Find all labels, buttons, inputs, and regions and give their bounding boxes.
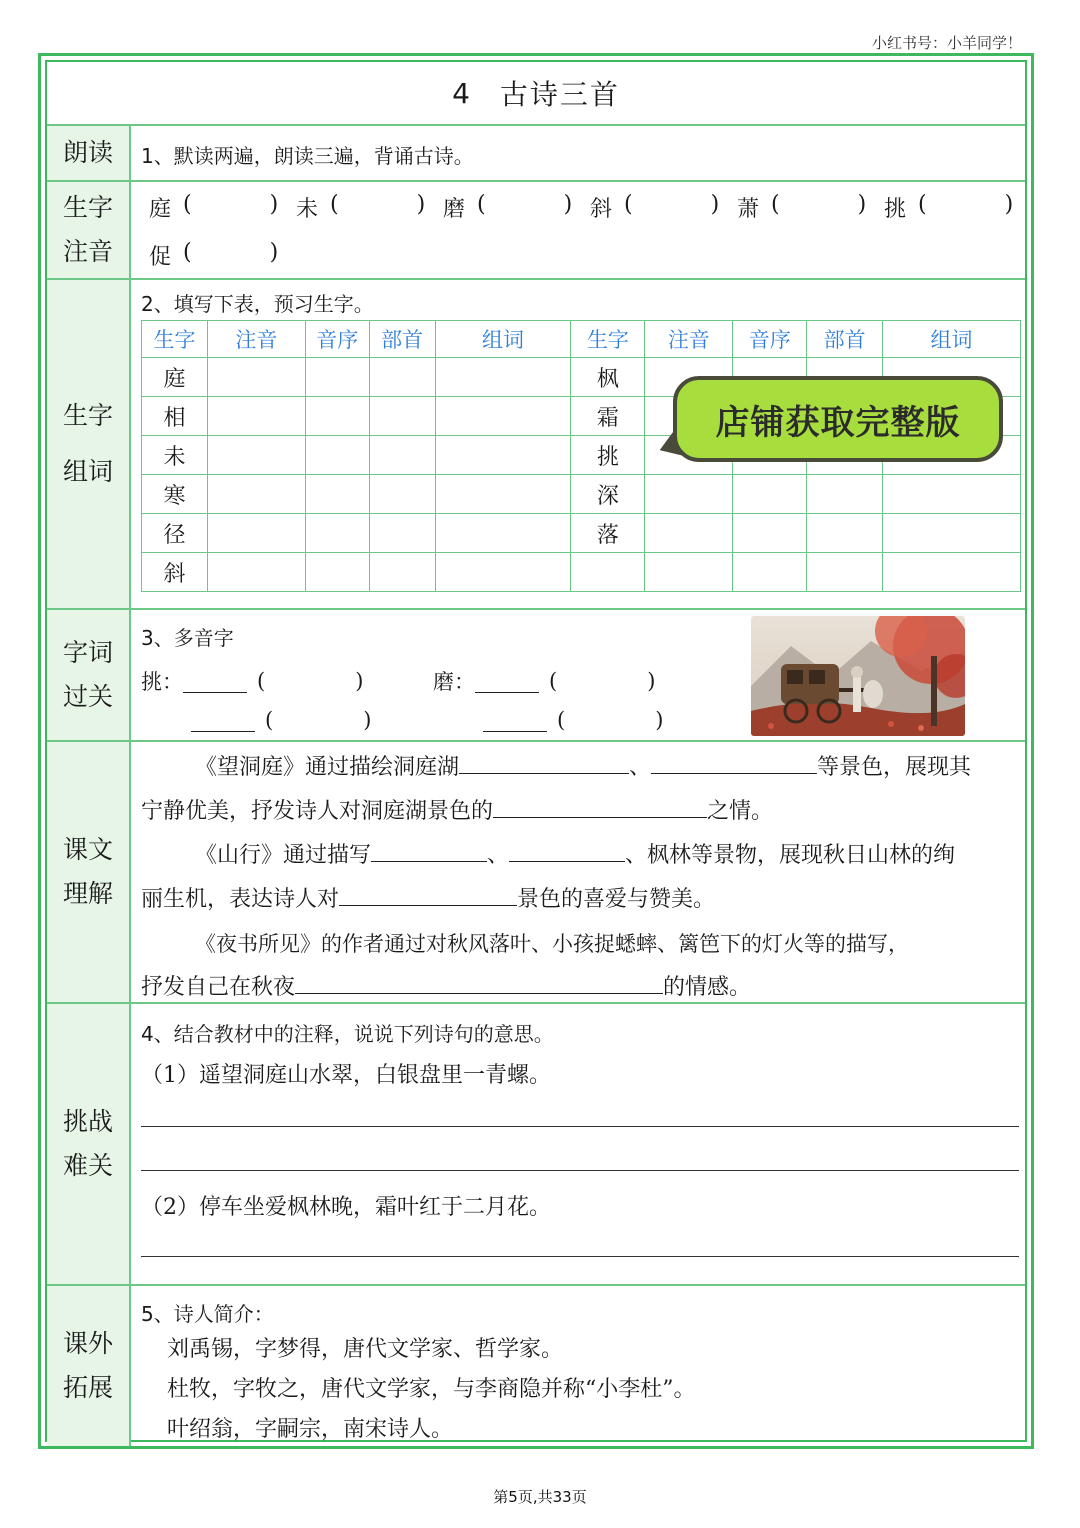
- vocab-answer-cell[interactable]: [207, 514, 305, 553]
- poly-label: 字词 过关: [47, 610, 131, 740]
- challenge-q2: （2）停车坐爱枫林晚，霜叶红于二月花。: [141, 1195, 551, 1220]
- vocab-header-cell: 注音: [645, 321, 733, 358]
- vocab-char: 相: [142, 397, 208, 436]
- vocab-header-cell: 组词: [435, 321, 571, 358]
- poly-mo-line-2: ( ): [483, 708, 663, 732]
- pinyin-blank[interactable]: [192, 240, 270, 271]
- cart-autumn-illustration: [751, 616, 965, 736]
- vocab-answer-cell[interactable]: [369, 397, 435, 436]
- vocab-header-cell: 音序: [733, 321, 807, 358]
- pinyin-item: 庭 ( ): [149, 192, 279, 222]
- understand-label: 课文 理解: [47, 742, 131, 1002]
- understand-line: 宁静优美，抒发诗人对洞庭湖景色的 之情。: [141, 790, 1019, 834]
- vocab-answer-cell[interactable]: [369, 475, 435, 514]
- table-row: [142, 475, 1021, 514]
- vocab-char: 径: [142, 514, 208, 553]
- vocab-char: 落: [571, 514, 645, 553]
- poly-blank[interactable]: [191, 709, 255, 732]
- pinyin-item: 斜 ( ): [590, 192, 720, 222]
- pinyin-label: 生字 注音: [47, 182, 131, 278]
- vocab-answer-cell[interactable]: [435, 397, 571, 436]
- lesson-number: 4: [452, 76, 472, 110]
- vocab-answer-cell[interactable]: [207, 397, 305, 436]
- pinyin-item: 未 ( ): [296, 192, 426, 222]
- poly-row: [47, 610, 1025, 742]
- pinyin-blank[interactable]: [633, 192, 711, 223]
- vocab-answer-cell[interactable]: [435, 436, 571, 475]
- poet-line: 刘禹锡，字梦得，唐代文学家、哲学家。: [167, 1337, 564, 1362]
- vocab-answer-cell[interactable]: [435, 553, 571, 592]
- vocab-char: 挑: [571, 436, 645, 475]
- vocab-header-cell: 组词: [883, 321, 1021, 358]
- vocab-answer-cell[interactable]: [435, 475, 571, 514]
- vocab-answer-cell[interactable]: [883, 514, 1021, 553]
- fill-blank[interactable]: [493, 795, 707, 818]
- vocab-answer-cell[interactable]: [807, 553, 883, 592]
- vocab-char: 庭: [142, 358, 208, 397]
- fill-blank[interactable]: [509, 839, 625, 862]
- vocab-answer-cell[interactable]: [807, 514, 883, 553]
- vocab-char: 寒: [142, 475, 208, 514]
- vocab-answer-cell[interactable]: [645, 553, 733, 592]
- fill-blank[interactable]: [371, 839, 487, 862]
- vocab-header-cell: 注音: [207, 321, 305, 358]
- vocab-answer-cell[interactable]: [645, 475, 733, 514]
- vocab-answer-cell[interactable]: [207, 436, 305, 475]
- vocab-header-cell: 生字: [142, 321, 208, 358]
- challenge-row: [47, 1004, 1025, 1286]
- poly-instruction: 3、多音字: [141, 626, 234, 650]
- understand-row: [47, 742, 1025, 1004]
- poet-line: 杜牧，字牧之，唐代文学家，与李商隐并称“小李杜”。: [167, 1377, 696, 1402]
- poly-blank[interactable]: [475, 670, 539, 693]
- vocab-answer-cell[interactable]: [207, 553, 305, 592]
- vocab-answer-cell[interactable]: [369, 358, 435, 397]
- vocab-answer-cell[interactable]: [207, 475, 305, 514]
- poly-blank[interactable]: [483, 709, 547, 732]
- extend-instruction: 5、诗人简介：: [141, 1302, 274, 1326]
- understand-line: 《望洞庭》通过描绘洞庭湖 、 等景色，展现其: [141, 746, 1019, 790]
- vocab-answer-cell[interactable]: [435, 358, 571, 397]
- vocab-answer-cell[interactable]: [305, 475, 369, 514]
- vocab-answer-cell[interactable]: [305, 358, 369, 397]
- read-row: [47, 126, 1025, 182]
- understand-paragraphs: [141, 746, 1019, 1010]
- promo-badge: 店铺获取完整版: [673, 376, 1003, 462]
- challenge-q1: （1）遥望洞庭山水翠，白银盘里一青螺。: [141, 1063, 551, 1088]
- poly-mo-line-1: 磨： ( ): [433, 669, 656, 694]
- vocab-answer-cell[interactable]: [305, 436, 369, 475]
- understand-line: 丽生机，表达诗人对 景色的喜爱与赞美。: [141, 878, 1019, 922]
- fill-blank[interactable]: [651, 751, 817, 774]
- vocab-char: 霜: [571, 397, 645, 436]
- pinyin-item: 萧 ( ): [737, 192, 867, 222]
- pinyin-blank[interactable]: [927, 192, 1005, 223]
- vocab-answer-cell[interactable]: [883, 475, 1021, 514]
- vocab-char: 斜: [142, 553, 208, 592]
- vocab-answer-cell[interactable]: [883, 553, 1021, 592]
- answer-line[interactable]: [141, 1170, 1019, 1171]
- vocab-char: [571, 553, 645, 592]
- vocab-header-cell: 生字: [571, 321, 645, 358]
- pinyin-blank[interactable]: [780, 192, 858, 223]
- extend-row: [47, 1286, 1025, 1446]
- vocab-header-cell: 部首: [369, 321, 435, 358]
- table-row: [142, 514, 1021, 553]
- title-row: [47, 62, 1025, 126]
- vocab-answer-cell[interactable]: [207, 358, 305, 397]
- pinyin-line-2: [149, 240, 296, 271]
- fill-blank[interactable]: [339, 883, 517, 906]
- page-number: 第5页,共33页: [493, 1488, 587, 1506]
- understand-line: 《山行》通过描写 、 、枫林等景物，展现秋日山林的绚: [141, 834, 1019, 878]
- extend-label: 课外 拓展: [47, 1286, 131, 1446]
- understand-line: 《夜书所见》的作者通过对秋风落叶、小孩捉蟋蟀、篱笆下的灯火等的描写，: [195, 932, 909, 956]
- poly-tiao-line-2: ( ): [191, 708, 371, 732]
- pinyin-item: 挑 ( ): [884, 192, 1014, 222]
- vocab-answer-cell[interactable]: [369, 514, 435, 553]
- pinyin-blank[interactable]: [339, 192, 417, 223]
- vocab-row: [47, 280, 1025, 610]
- pinyin-item: 磨 ( ): [443, 192, 573, 222]
- vocab-header-cell: 音序: [305, 321, 369, 358]
- vocab-char: 未: [142, 436, 208, 475]
- pinyin-line-1: [149, 192, 1031, 223]
- vocab-answer-cell[interactable]: [733, 475, 807, 514]
- pinyin-blank[interactable]: [192, 192, 270, 223]
- poly-blank[interactable]: [183, 670, 247, 693]
- poet-line: 叶绍翁，字嗣宗，南宋诗人。: [167, 1417, 454, 1442]
- challenge-instruction: 4、结合教材中的注释，说说下列诗句的意思。: [141, 1022, 554, 1046]
- poly-tiao-line-1: 挑： ( ): [141, 669, 364, 694]
- vocab-answer-cell[interactable]: [369, 553, 435, 592]
- vocab-answer-cell[interactable]: [733, 514, 807, 553]
- pinyin-blank[interactable]: [486, 192, 564, 223]
- poet-intro: [167, 1330, 1019, 1450]
- page-title: [47, 62, 1025, 124]
- pinyin-row: [47, 182, 1025, 280]
- vocab-answer-cell[interactable]: [305, 397, 369, 436]
- fill-blank[interactable]: [295, 971, 663, 994]
- worksheet-frame: [38, 53, 1034, 1449]
- vocab-answer-cell[interactable]: [807, 475, 883, 514]
- vocab-header-cell: 部首: [807, 321, 883, 358]
- vocab-instruction: 2、填写下表，预习生字。: [141, 292, 374, 316]
- table-row: [142, 553, 1021, 592]
- vocab-answer-cell[interactable]: [733, 553, 807, 592]
- vocab-answer-cell[interactable]: [645, 514, 733, 553]
- lesson-title: 古诗三首: [499, 78, 620, 111]
- vocab-label: 生字 组词: [47, 280, 131, 608]
- worksheet-inner: [45, 60, 1027, 1442]
- answer-line[interactable]: [141, 1256, 1019, 1257]
- answer-line[interactable]: [141, 1126, 1019, 1127]
- read-instruction: 1、默读两遍，朗读三遍，背诵古诗。: [141, 144, 474, 168]
- vocab-answer-cell[interactable]: [305, 553, 369, 592]
- pinyin-item: 促 ( ): [149, 240, 279, 270]
- read-label: 朗读: [47, 126, 131, 180]
- vocab-answer-cell[interactable]: [435, 514, 571, 553]
- watermark: 小红书号：小羊同学！: [871, 34, 1022, 52]
- fill-blank[interactable]: [459, 751, 629, 774]
- vocab-header-row: [142, 321, 1021, 358]
- vocab-char: 深: [571, 475, 645, 514]
- vocab-answer-cell[interactable]: [369, 436, 435, 475]
- vocab-char: 枫: [571, 358, 645, 397]
- vocab-answer-cell[interactable]: [305, 514, 369, 553]
- challenge-label: 挑战 难关: [47, 1004, 131, 1284]
- understand-line: 抒发自己在秋夜 的情感。: [141, 966, 1019, 1010]
